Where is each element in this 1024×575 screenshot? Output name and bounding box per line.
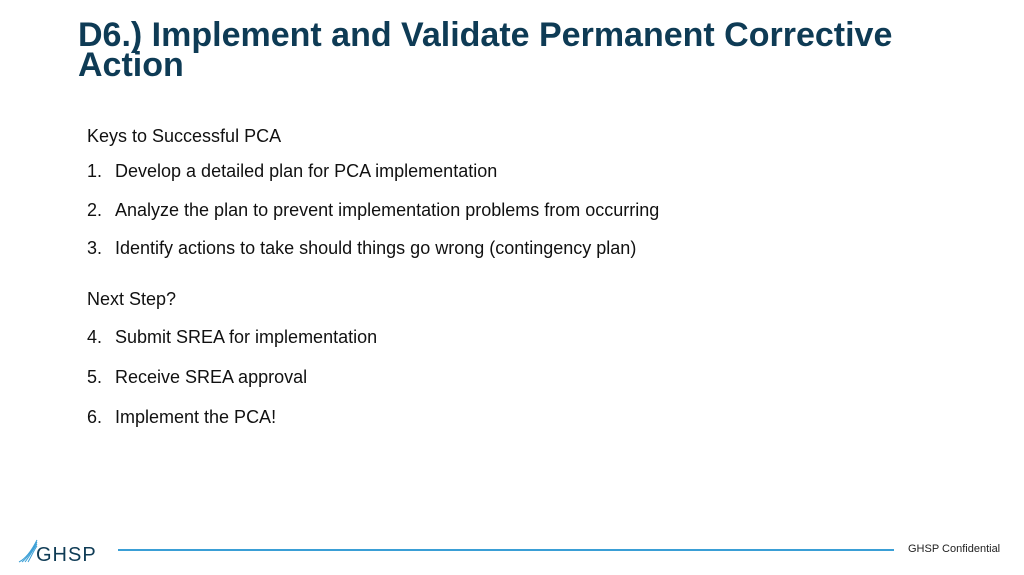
list-item-number: 6. xyxy=(87,407,103,427)
logo-wordmark: GHSP xyxy=(36,544,97,566)
ghsp-logo xyxy=(17,536,109,566)
next-step-heading: Next Step? xyxy=(87,289,177,309)
list-item-text: Develop a detailed plan for PCA implementation xyxy=(115,161,498,181)
list-item xyxy=(87,326,377,348)
slide-title: D6.) Implement and Validate Permanent Corrective Action xyxy=(78,16,893,84)
footer-divider xyxy=(118,549,894,551)
list-item xyxy=(87,406,276,428)
list-item xyxy=(87,160,497,182)
list-item-number: 2. xyxy=(87,200,103,220)
keys-heading: Keys to Successful PCA xyxy=(87,126,282,146)
list-item-number: 3. xyxy=(87,238,103,258)
list-item-text: Analyze the plan to prevent implementation problems from occurring xyxy=(115,200,660,220)
list-item-number: 1. xyxy=(87,161,103,181)
list-item xyxy=(87,366,307,388)
list-item-number: 4. xyxy=(87,327,103,347)
confidential-label: GHSP Confidential xyxy=(908,543,1001,555)
list-item-text: Implement the PCA! xyxy=(115,407,277,427)
list-item-text: Receive SREA approval xyxy=(115,367,308,387)
list-item-text: Submit SREA for implementation xyxy=(115,327,378,347)
list-item-number: 5. xyxy=(87,367,103,387)
ghsp-logo-graphic xyxy=(17,536,109,566)
list-item xyxy=(87,237,636,259)
list-item-text: Identify actions to take should things go wrong (contingency plan) xyxy=(115,238,637,258)
list-item xyxy=(87,199,659,221)
